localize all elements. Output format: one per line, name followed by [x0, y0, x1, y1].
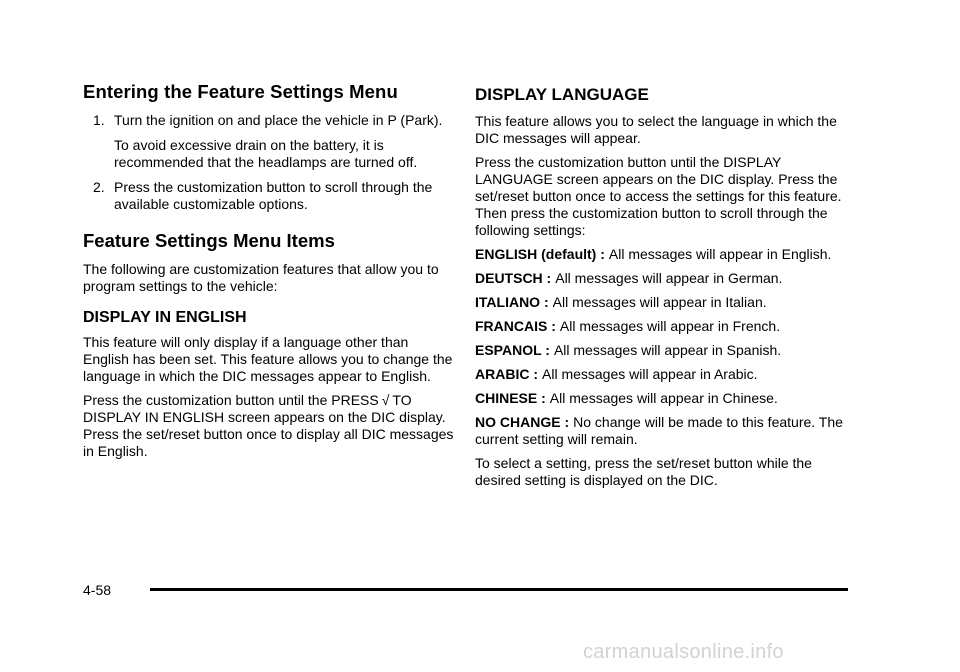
watermark: carmanualsonline.info — [583, 641, 784, 663]
list-item — [475, 414, 847, 448]
section-heading-display-language: DISPLAY LANGUAGE — [475, 85, 649, 104]
section-heading-entering-menu: Entering the Feature Settings Menu — [83, 81, 398, 102]
list-item — [475, 246, 847, 263]
step-note: To avoid excessive drain on the battery, it is recommended that the headlamps are turned off. — [114, 137, 418, 170]
display-english-instructions — [83, 392, 455, 460]
intro-paragraph: The following are customization features that allow you to program settings to the vehicle: — [83, 261, 439, 294]
subsection-heading-display-english: DISPLAY IN ENGLISH — [83, 309, 247, 326]
section-heading-menu-items: Feature Settings Menu Items — [83, 230, 335, 251]
closing-paragraph: To select a setting, press the set/reset button while the desired setting is displayed on the DIC. — [475, 455, 812, 488]
list-item — [475, 390, 847, 407]
language-options-list — [475, 246, 847, 448]
display-language-instructions: Press the customization button until the DISPLAY LANGUAGE screen appears on the DIC display. Press the set/reset button once to access the settings for this feature. Then press the customization button to scroll through the following settings: — [475, 154, 842, 238]
option-definition: All messages will appear in Spanish. — [553, 342, 782, 358]
step-text: Turn the ignition on and place the vehicle in P (Park). — [114, 112, 443, 128]
display-english-paragraph: This feature will only display if a language other than English has been set. This feature allows you to change the language in which the DIC messages appear to English. — [83, 334, 453, 384]
option-term: ARABIC : — [475, 366, 538, 382]
steps-list — [83, 112, 455, 213]
footer-rule — [150, 588, 848, 591]
option-term: NO CHANGE : — [475, 414, 570, 430]
option-term: CHINESE : — [475, 390, 546, 406]
step-item — [83, 112, 455, 171]
list-item — [475, 294, 847, 311]
option-definition: All messages will appear in English. — [608, 246, 832, 262]
option-definition: All messages will appear in French. — [559, 318, 781, 334]
option-term: DEUTSCH : — [475, 270, 552, 286]
check-mark-icon: √ — [381, 392, 390, 408]
step-item — [83, 179, 455, 213]
option-definition: All messages will appear in Arabic. — [542, 366, 758, 382]
option-definition: No change will be made to this feature. The current setting will remain. — [475, 414, 843, 447]
option-term: ITALIANO : — [475, 294, 549, 310]
step-number: 1. — [93, 112, 105, 128]
step-number: 2. — [93, 179, 105, 195]
option-term: ENGLISH (default) : — [475, 246, 605, 262]
instruction-text-start: Press the customization button until the PRESS — [83, 392, 379, 408]
option-term: FRANCAIS : — [475, 318, 556, 334]
list-item — [475, 342, 847, 359]
option-definition: All messages will appear in Italian. — [552, 294, 767, 310]
display-language-paragraph: This feature allows you to select the language in which the DIC messages will appear. — [475, 113, 837, 146]
option-definition: All messages will appear in Chinese. — [549, 390, 778, 406]
right-column — [475, 80, 847, 496]
list-item — [475, 318, 847, 335]
list-item — [475, 366, 847, 383]
option-term: ESPANOL : — [475, 342, 550, 358]
left-column — [83, 80, 455, 467]
option-definition: All messages will appear in German. — [555, 270, 783, 286]
step-text: Press the customization button to scroll through the available customizable options. — [114, 179, 433, 212]
instruction-text-end: TO DISPLAY IN ENGLISH screen appears on the DIC display. Press the set/reset button once to display all DIC messages in English. — [83, 392, 454, 459]
list-item — [475, 270, 847, 287]
page-number: 4-58 — [83, 582, 112, 598]
